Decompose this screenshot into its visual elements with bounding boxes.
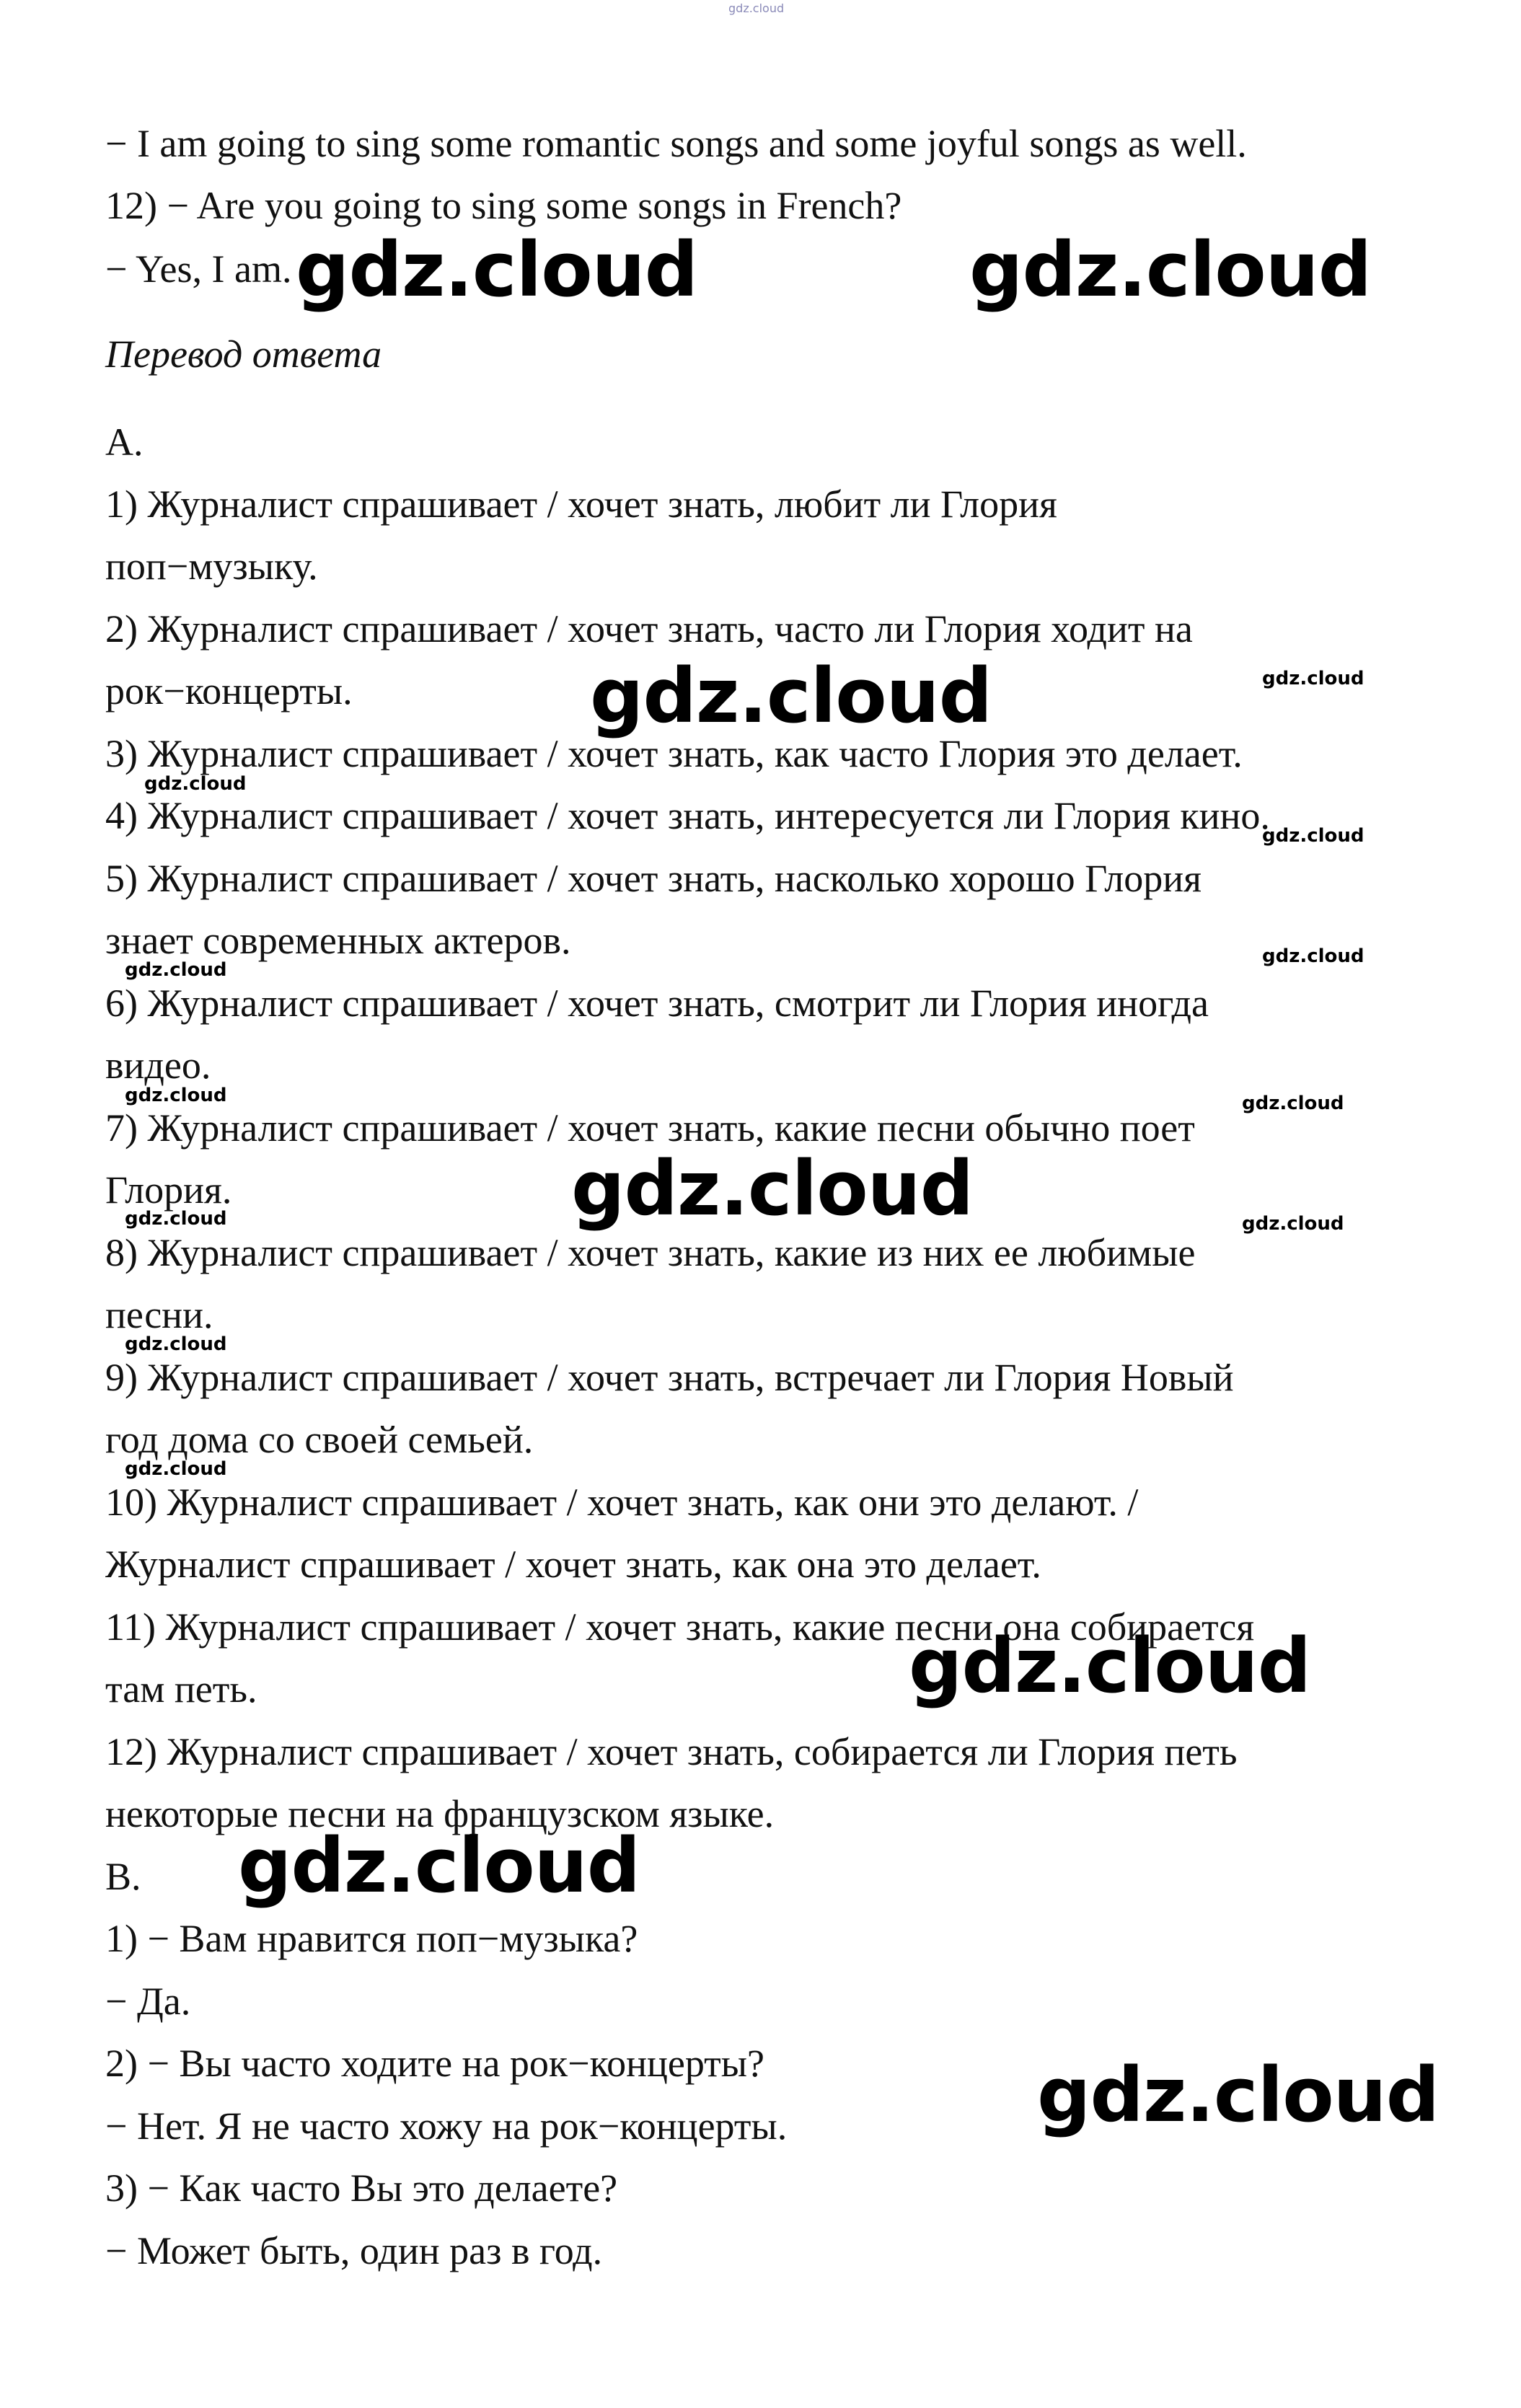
section-a-line: 12) Журналист спрашивает / хочет знать, собирается ли Глория петь	[105, 1730, 1238, 1773]
section-b-line: − Нет. Я не часто хожу на рок−концерты.	[105, 2104, 788, 2148]
section-a-line: 11) Журналист спрашивает / хочет знать, какие песни она собирается	[105, 1605, 1255, 1649]
watermark-large: gdz.cloud	[296, 226, 698, 314]
watermark-large: gdz.cloud	[571, 1145, 974, 1232]
section-a-line: Журналист спрашивает / хочет знать, как она это делает.	[105, 1543, 1041, 1586]
section-a-line: рок−концерты.	[105, 669, 353, 713]
section-a-line: там петь.	[105, 1667, 257, 1711]
section-a-label: A.	[105, 420, 144, 464]
section-b-line: − Может быть, один раз в год.	[105, 2229, 603, 2272]
watermark-small: gdz.cloud	[125, 1458, 227, 1480]
watermark-large: gdz.cloud	[1037, 2051, 1440, 2139]
watermark-small: gdz.cloud	[1242, 1093, 1344, 1114]
section-a-line: Глория.	[105, 1168, 232, 1212]
watermark-large: gdz.cloud	[909, 1622, 1311, 1710]
section-a-line: год дома со своей семьей.	[105, 1418, 534, 1461]
translation-heading: Перевод ответа	[105, 332, 382, 376]
watermark-small: gdz.cloud	[125, 1333, 227, 1355]
section-a-line: 6) Журналист спрашивает / хочет знать, смотрит ли Глория иногда	[105, 982, 1209, 1025]
watermark-small: gdz.cloud	[1242, 1213, 1344, 1235]
english-line: 12) − Are you going to sing some songs in French?	[105, 184, 902, 227]
watermark-small: gdz.cloud	[1262, 945, 1365, 967]
watermark-large: gdz.cloud	[590, 652, 992, 740]
watermark-small: gdz.cloud	[144, 773, 247, 795]
section-a-line: видео.	[105, 1044, 211, 1087]
watermark-small: gdz.cloud	[1262, 668, 1365, 689]
watermark-small: gdz.cloud	[1262, 825, 1365, 847]
section-a-line: 3) Журналист спрашивает / хочет знать, как часто Глория это делает.	[105, 732, 1243, 775]
section-a-line: 5) Журналист спрашивает / хочет знать, насколько хорошо Глория	[105, 857, 1202, 900]
section-a-line: 4) Журналист спрашивает / хочет знать, интересуется ли Глория кино.	[105, 794, 1270, 837]
english-line: − I am going to sing some romantic songs and some joyful songs as well.	[105, 122, 1247, 165]
section-a-line: песни.	[105, 1293, 213, 1336]
watermark-large: gdz.cloud	[238, 1822, 640, 1910]
section-a-line: 1) Журналист спрашивает / хочет знать, любит ли Глория	[105, 482, 1057, 526]
watermark-small: gdz.cloud	[125, 1085, 227, 1106]
section-a-line: 7) Журналист спрашивает / хочет знать, какие песни обычно поет	[105, 1106, 1195, 1150]
site-mark: gdz.cloud	[728, 1, 785, 15]
section-a-line: 9) Журналист спрашивает / хочет знать, встречает ли Глория Новый	[105, 1356, 1234, 1399]
section-a-line: поп−музыку.	[105, 544, 318, 588]
watermark-large: gdz.cloud	[969, 226, 1372, 314]
section-a-line: некоторые песни на французском языке.	[105, 1792, 775, 1835]
section-b-label: B.	[105, 1855, 141, 1898]
section-a-line: 10) Журналист спрашивает / хочет знать, как они это делают. /	[105, 1481, 1139, 1524]
english-line: − Yes, I am.	[105, 247, 292, 291]
section-a-line: знает современных актеров.	[105, 919, 571, 962]
section-b-line: 2) − Вы часто ходите на рок−концерты?	[105, 2042, 764, 2085]
watermark-small: gdz.cloud	[125, 1208, 227, 1230]
section-a-line: 2) Журналист спрашивает / хочет знать, часто ли Глория ходит на	[105, 607, 1193, 650]
watermark-small: gdz.cloud	[125, 959, 227, 981]
section-b-line: 1) − Вам нравится поп−музыка?	[105, 1917, 638, 1960]
section-b-line: − Да.	[105, 1980, 191, 2023]
section-b-line: 3) − Как часто Вы это делаете?	[105, 2166, 618, 2210]
section-a-line: 8) Журналист спрашивает / хочет знать, какие из них ее любимые	[105, 1231, 1196, 1274]
